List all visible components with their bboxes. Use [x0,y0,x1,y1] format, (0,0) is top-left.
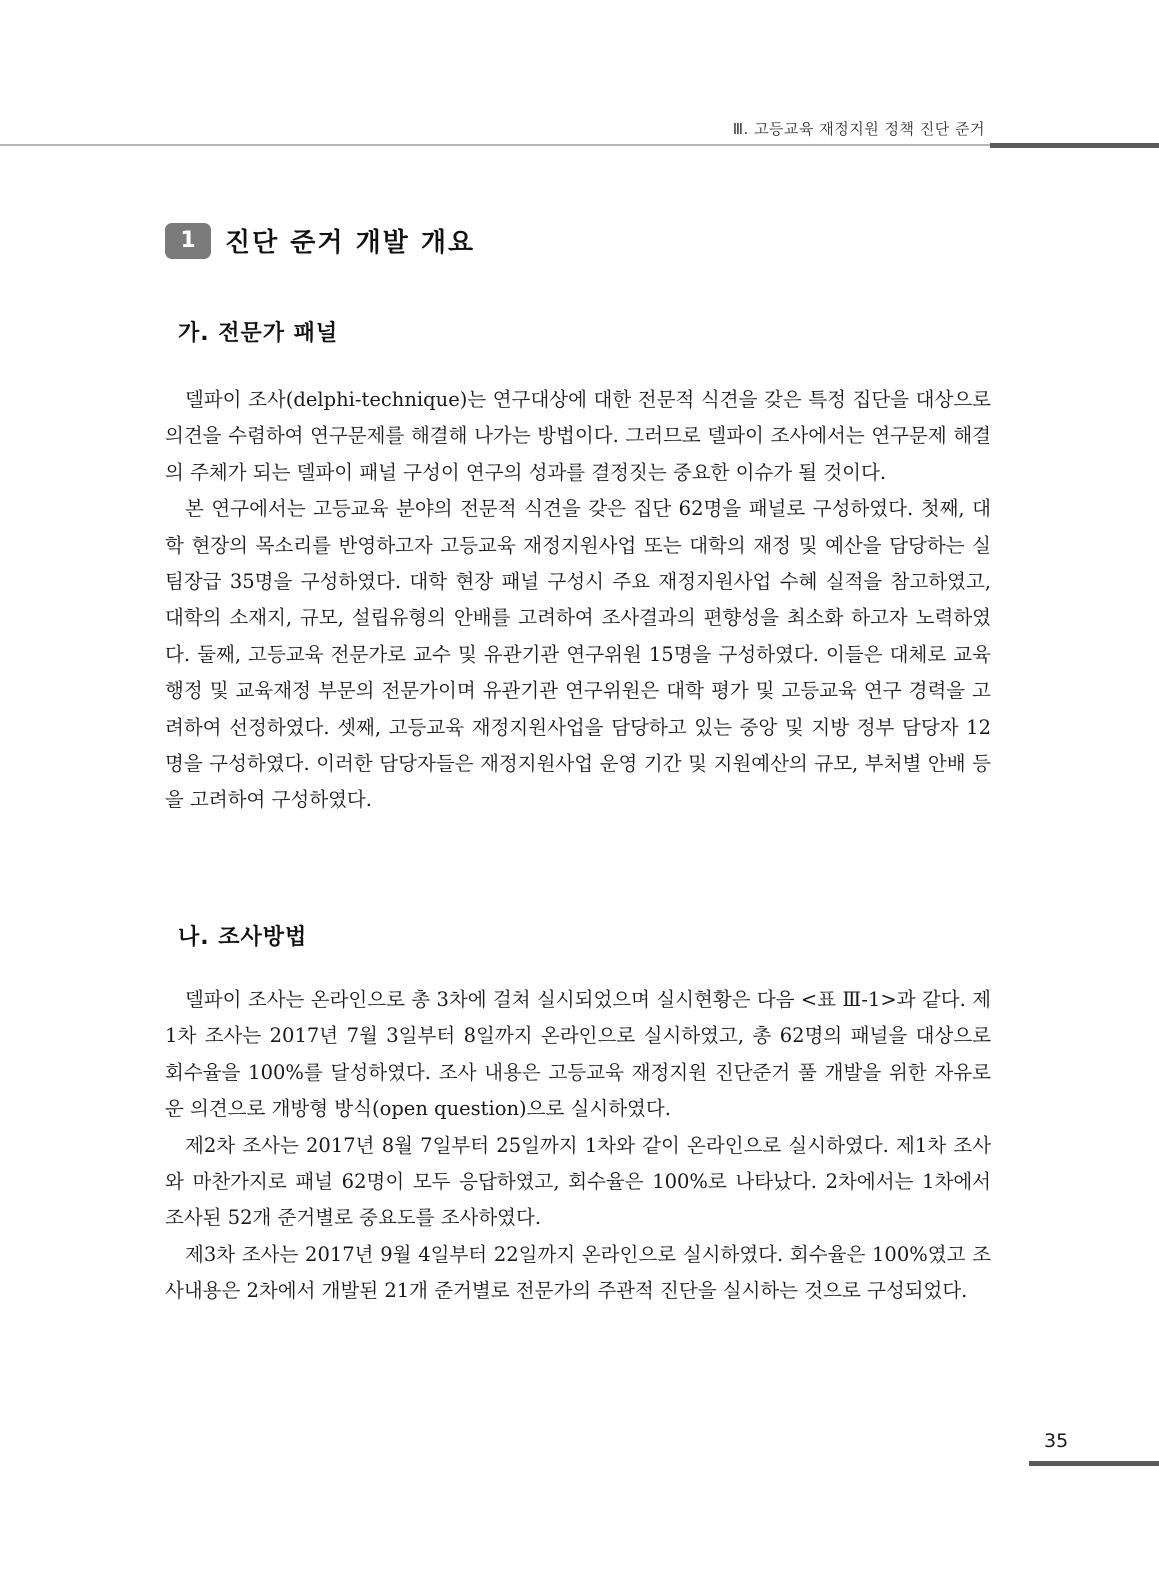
paragraph: 델파이 조사는 온라인으로 총 3차에 걸쳐 실시되었으며 실시현황은 다음 <표 Ⅲ-1>과 같다. 제1차 조사는 2017년 7월 3일부터 8일까지 온라인으로 실시하였고, 총 62명의 패널을 대상으로 회수율을 100%를 달성하였다. 조사 내용은 고등교육 재정지원 진단준거 풀 개발을 위한 자유로운 의견으로 개방형 방식(open question)으로 실시하였다. [165,988,991,1121]
paragraph: 제2차 조사는 2017년 8월 7일부터 25일까지 1차와 같이 온라인으로 실시하였다. 제1차 조사와 마찬가지로 패널 62명이 모두 응답하였고, 회수율은 100%로 나타났다. 2차에서는 1차에서 조사된 52개 준거별로 중요도를 조사하였다. [165,1133,991,1230]
paragraph: 델파이 조사(delphi-technique)는 연구대상에 대한 전문적 식견을 갖은 특정 집단을 대상으로 의견을 수렴하여 연구문제를 해결해 나가는 방법이다. 그러므로 델파이 조사에서는 연구문제 해결의 주체가 되는 델파이 패널 구성이 연구의 성과를 결정짓는 중요한 이슈가 될 것이다. [165,388,991,484]
section-title: 진단 준거 개발 개요 [225,228,476,258]
running-header: Ⅲ. 고등교육 재정지원 정책 진단 준거 [732,120,985,138]
section-number-badge: 1 [165,223,211,259]
paragraph: 제3차 조사는 2017년 9월 4일부터 22일까지 온라인으로 실시하였다. 회수율은 100%였고 조사내용은 2차에서 개발된 21개 준거별로 전문가의 주관적 진단을 실시하는 것으로 구성되었다. [165,1242,991,1303]
method-body [165,982,991,1310]
subsection-title-method: 나. 조사방법 [178,925,308,950]
section-heading [165,222,475,259]
paragraph: 본 연구에서는 고등교육 분야의 전문적 식견을 갖은 집단 62명을 패널로 구성하였다. 첫째, 대학 현장의 목소리를 반영하고자 고등교육 재정지원사업 또는 대학의 재정 및 예산을 담당하는 실팀장급 35명을 구성하였다. 대학 현장 패널 구성시 주요 재정지원사업 수혜 실적을 참고하였고, 대학의 소재지, 규모, 설립유형의 안배를 고려하여 조사결과의 편향성을 최소화 하고자 노력하였다. 둘째, 고등교육 전문가로 교수 및 유관기관 연구위원 15명을 구성하였다. 이들은 대체로 교육행정 및 교육재정 부문의 전문가이며 유관기관 연구위원은 대학 평가 및 고등교육 연구 경력을 고려하여 선정하였다. 셋째, 고등교육 재정지원사업을 담당하고 있는 중앙 및 지방 정부 담당자 12명을 구성하였다. 이러한 담당자들은 재정지원사업 운영 기간 및 지원예산의 규모, 부처별 안배 등을 고려하여 구성하였다. [165,497,991,812]
subsection-title-panel: 가. 전문가 패널 [178,321,339,346]
page-number: 35 [1044,1430,1069,1452]
panel-body [165,382,991,819]
header-rule-accent [990,143,1159,148]
footer-rule [1029,1461,1159,1466]
header-rule [0,144,990,146]
